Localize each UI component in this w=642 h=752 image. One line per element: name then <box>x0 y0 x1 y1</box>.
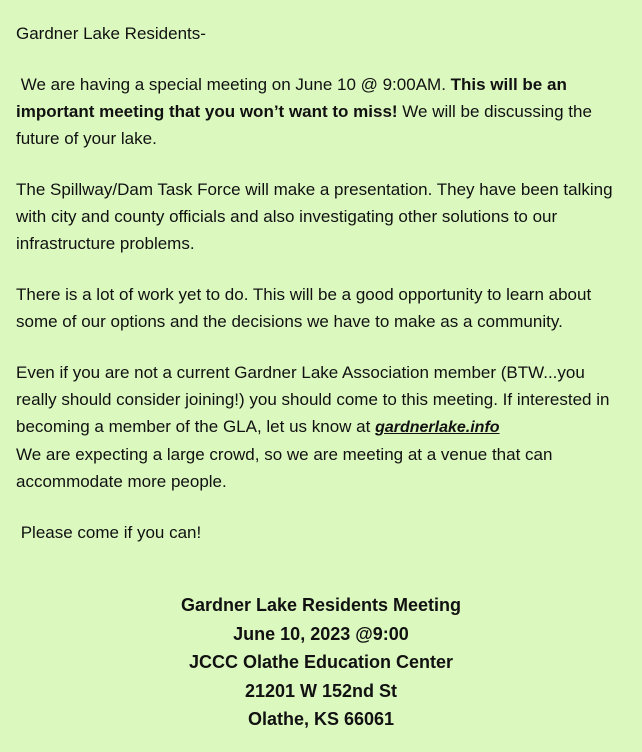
announcement-intro: We are having a special meeting on June 10 @ 9:00AM. <box>16 75 451 94</box>
greeting: Gardner Lake Residents- <box>16 24 206 43</box>
closing-line: Please come if you can! <box>16 523 202 542</box>
announcement-tail: We will be discussing the future of your lake. <box>16 102 592 148</box>
event-venue: JCCC Olathe Education Center <box>188 652 454 672</box>
event-street: 21201 W 152nd St <box>244 680 398 701</box>
announcement-paragraph <box>16 71 626 152</box>
gla-website-link[interactable]: gardnerlake.info <box>375 419 500 436</box>
membership-text: Even if you are not a current Gardner Lake Association member (BTW...you really should consider joining!) you should come to this meeting. If interested in becoming a member of the GLA, let us know at <box>16 363 610 436</box>
event-date: June 10, 2023 @9:00 <box>233 623 409 644</box>
membership-paragraph <box>16 359 626 495</box>
venue-note: We are expecting a large crowd, so we are meeting at a venue that can accommodate more people. <box>16 445 553 491</box>
task-force-paragraph: The Spillway/Dam Task Force will make a presentation. They have been talking with city and county officials and also investigating other solutions to our infrastructure problems. <box>16 180 613 253</box>
event-details <box>16 591 626 734</box>
event-city: Olathe, KS 66061 <box>247 709 395 729</box>
opportunity-paragraph: There is a lot of work yet to do. This will be a good opportunity to learn about some of our options and the decisions we have to make as a community. <box>16 285 592 331</box>
event-title: Gardner Lake Residents Meeting <box>180 595 462 615</box>
announcement-emphasis: This will be an important meeting that you won’t want to miss! <box>16 75 567 121</box>
